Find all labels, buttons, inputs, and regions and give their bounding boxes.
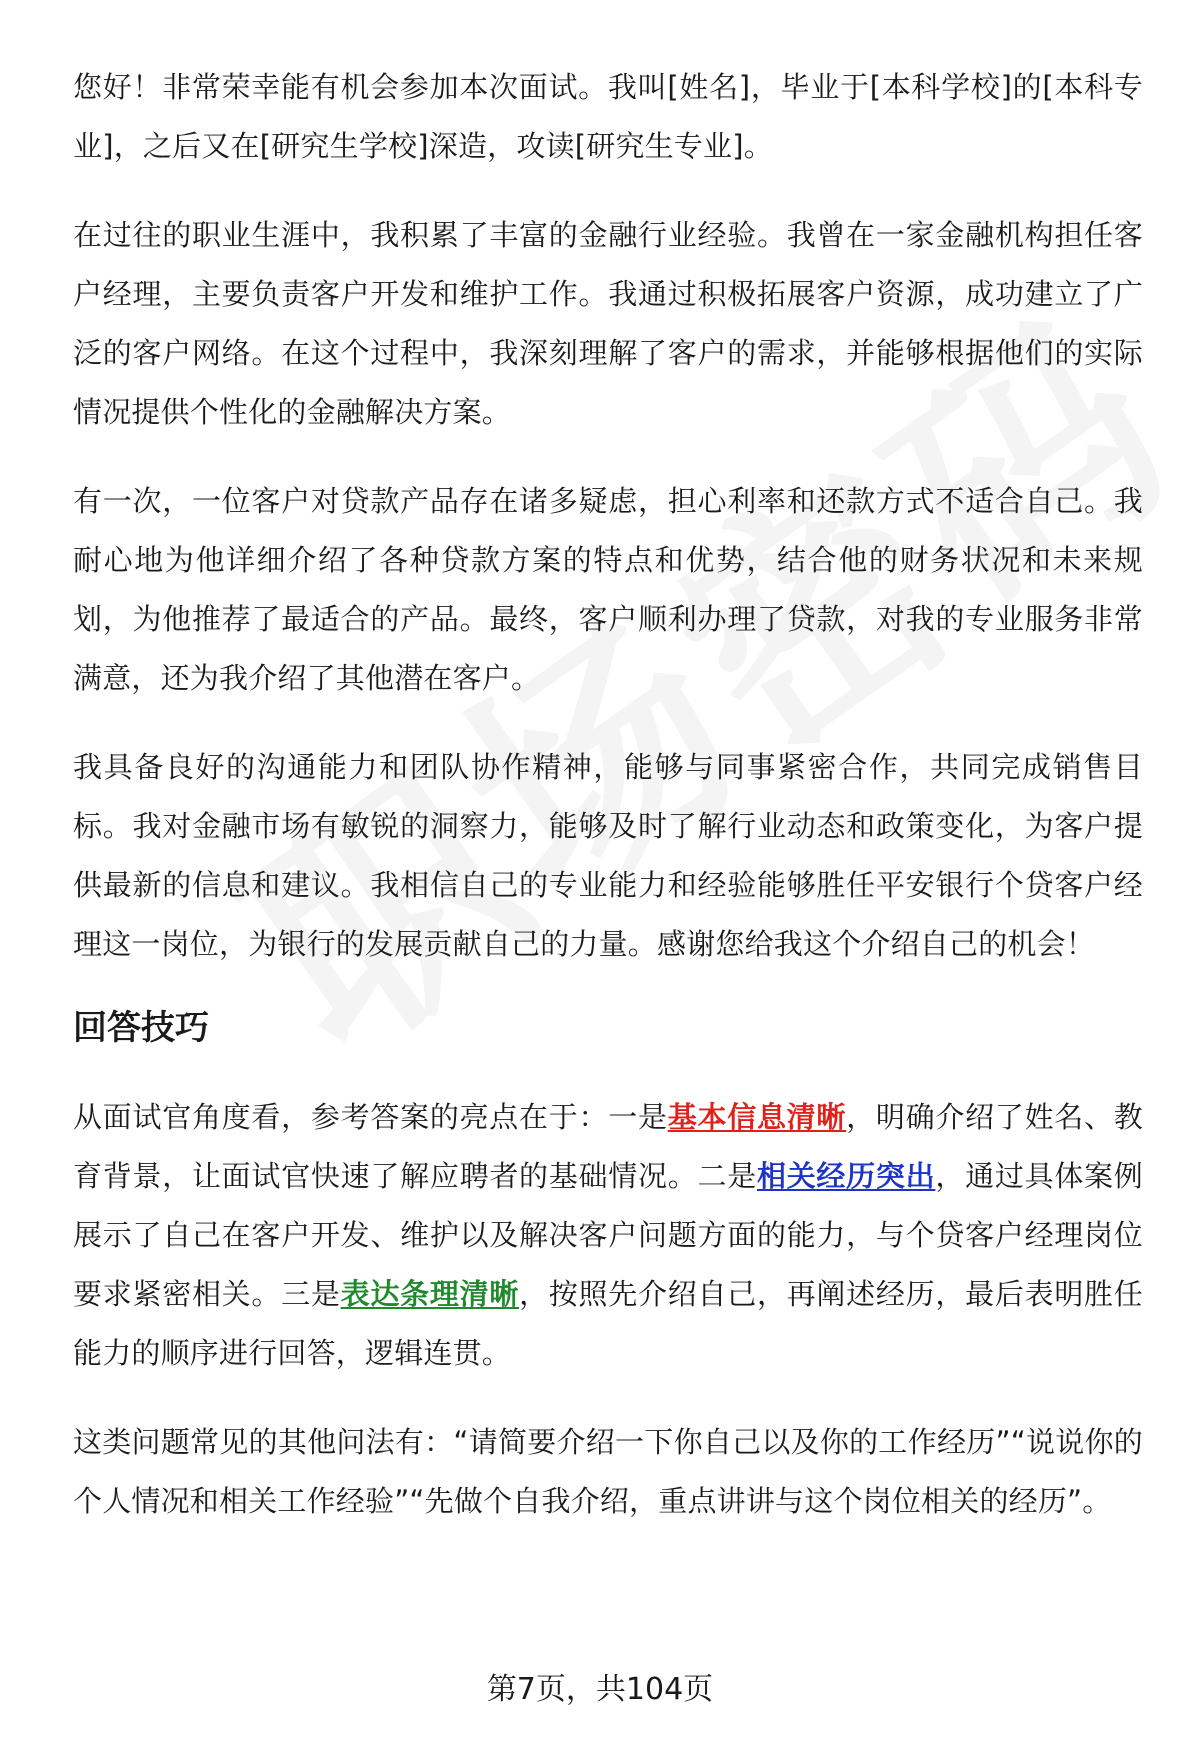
tips-text-segment: 从面试官角度看，参考答案的亮点在于：一是 — [73, 1100, 668, 1134]
page-content — [73, 58, 1143, 1561]
highlight-relevant-experience: 相关经历突出 — [756, 1159, 936, 1193]
tips-text-segment: ，明确介绍了姓名、教育背景，让面试官快速了解应聘者的基础情况。二是 — [73, 1100, 1143, 1193]
answer-paragraph-story: 有一次，一位客户对贷款产品存在诸多疑虑，担心利率和还款方式不适合自己。我耐心地为他详细介绍了各种贷款方案的特点和优势，结合他的财务状况和未来规划，为他推荐了最适合的产品。最终，客户顺利办理了贷款，对我的专业服务非常满意，还为我介绍了其他潜在客户。 — [73, 484, 1143, 695]
section-heading-tips: 回答技巧 — [73, 1008, 209, 1048]
page-number: 第7页，共104页 — [486, 1672, 714, 1707]
answer-paragraph-intro: 您好！非常荣幸能有机会参加本次面试。我叫[姓名]，毕业于[本科学校]的[本科专业]，之后又在[研究生学校]深造，攻读[研究生专业]。 — [73, 70, 1143, 163]
answer-paragraph-experience: 在过往的职业生涯中，我积累了丰富的金融行业经验。我曾在一家金融机构担任客户经理，主要负责客户开发和维护工作。我通过积极拓展客户资源，成功建立了广泛的客户网络。在这个过程中，我深刻理解了客户的需求，并能够根据他们的实际情况提供个性化的金融解决方案。 — [73, 218, 1143, 429]
tips-text-segment: ，通过具体案例展示了自己在客户开发、维护以及解决客户问题方面的能力，与个贷客户经理岗位要求紧密相关。三是 — [73, 1159, 1143, 1311]
tips-paragraph-analysis — [73, 1088, 1143, 1383]
highlight-clear-expression: 表达条理清晰 — [340, 1277, 520, 1311]
tips-text-segment: ，按照先介绍自己，再阐述经历，最后表明胜任能力的顺序进行回答，逻辑连贯。 — [73, 1277, 1143, 1370]
tips-paragraph-alternatives: 这类问题常见的其他问法有：“请简要介绍一下你自己以及你的工作经历”“说说你的个人情况和相关工作经验”“先做个自我介绍，重点讲讲与这个岗位相关的经历”。 — [73, 1425, 1143, 1518]
highlight-basic-info: 基本信息清晰 — [667, 1100, 847, 1134]
answer-paragraph-closing: 我具备良好的沟通能力和团队协作精神，能够与同事紧密合作，共同完成销售目标。我对金融市场有敏锐的洞察力，能够及时了解行业动态和政策变化，为客户提供最新的信息和建议。我相信自己的专业能力和经验能够胜任平安银行个贷客户经理这一岗位，为银行的发展贡献自己的力量。感谢您给我这个介绍自己的机会！ — [73, 750, 1143, 961]
